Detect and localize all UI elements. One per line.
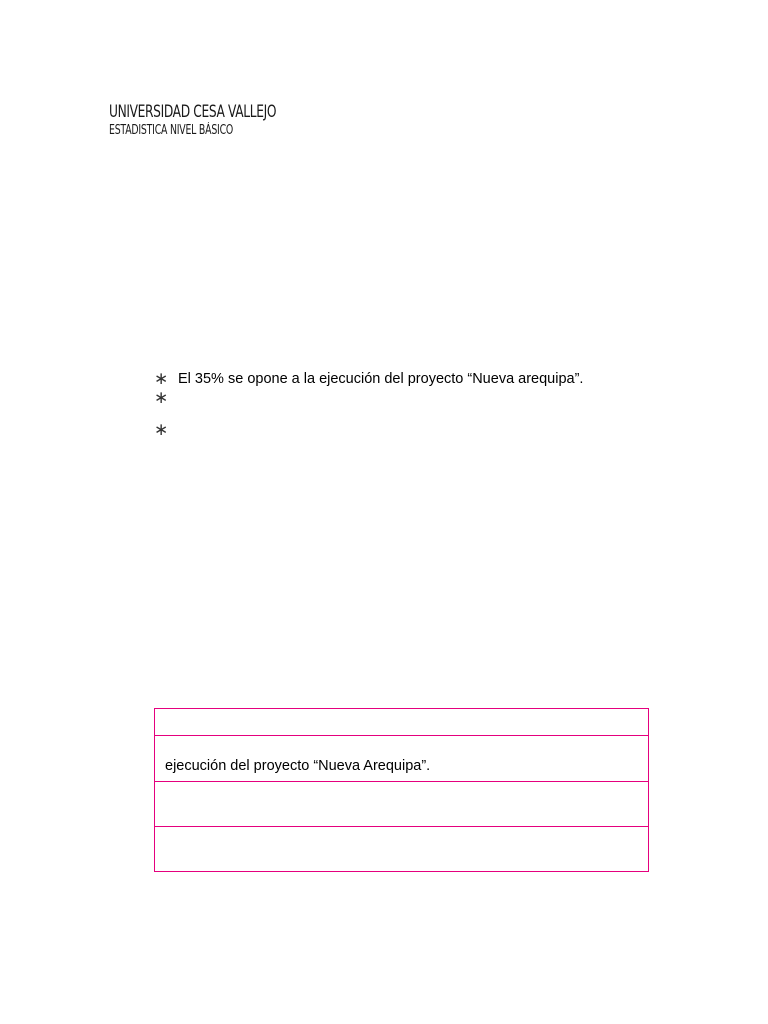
bullet-text: El 35% se opone a la ejecución del proyecto “Nueva arequipa”. <box>178 371 584 387</box>
table-row <box>155 735 648 781</box>
table-row <box>155 709 648 735</box>
asterisk-bullet-icon: ∗ <box>154 369 169 389</box>
bullet-list <box>154 370 674 440</box>
bullet-item <box>154 421 674 440</box>
table-row <box>155 781 648 826</box>
document-header <box>109 102 341 139</box>
table-row <box>155 826 648 871</box>
course-subtitle: ESTADISTICA NIVEL BÁSICO <box>109 123 234 138</box>
bordered-table <box>154 708 649 872</box>
university-title: UNIVERSIDAD CESA VALLEJO <box>109 102 277 122</box>
bullet-item <box>154 389 674 408</box>
asterisk-bullet-icon: ∗ <box>154 388 169 408</box>
bullet-item <box>154 370 674 389</box>
table-cell-text: ejecución del proyecto “Nueva Arequipa”. <box>165 758 431 774</box>
asterisk-bullet-icon: ∗ <box>154 420 169 440</box>
